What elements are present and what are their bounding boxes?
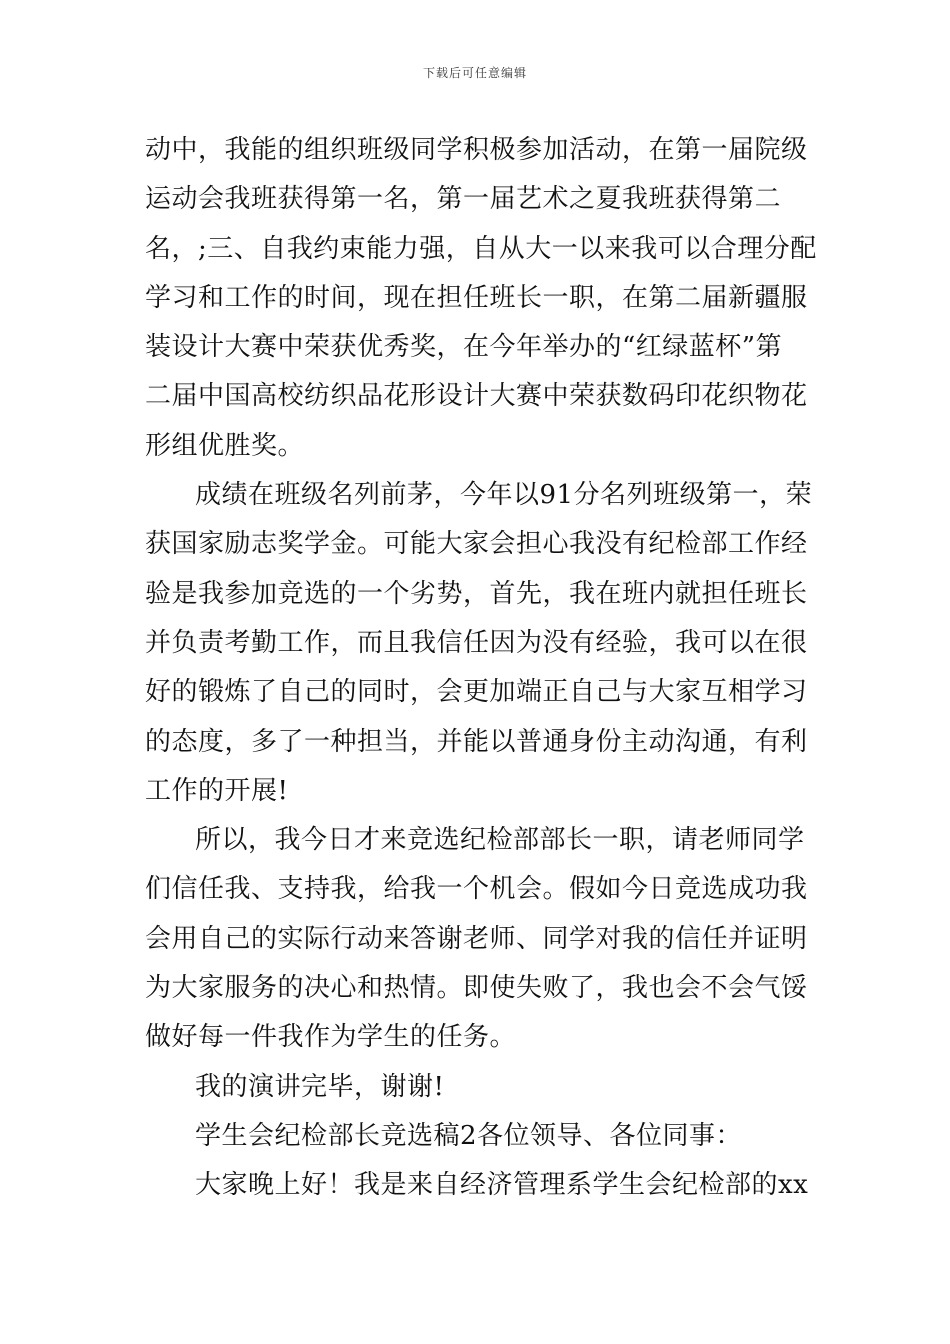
text-line: 验是我参加竞选的一个劣势，首先，我在班内就担任班长 — [145, 578, 808, 609]
text-line: 二届中国高校纺织品花形设计大赛中荣获数码印花织物花 — [145, 381, 808, 412]
text-line: 们信任我、支持我，给我一个机会。假如今日竞选成功我 — [145, 874, 808, 905]
paragraph-start-line: 所以，我今日才来竞选纪检部部长一职，请老师同学 — [195, 825, 805, 856]
page-header: 下载后可任意编辑 — [422, 66, 527, 80]
text-line: 运动会我班获得第一名，第一届艺术之夏我班获得第二 — [145, 184, 782, 215]
text-line: 学习和工作的时间，现在担任班长一职，在第二届新疆服 — [145, 282, 808, 313]
text-line: 获国家励志奖学金。可能大家会担心我没有纪检部工作经 — [145, 529, 808, 560]
document-body — [145, 126, 817, 1211]
text-line: 动中，我能的组织班级同学积极参加活动，在第一届院级 — [145, 135, 808, 165]
paragraph-start-line: 成绩在班级名列前茅，今年以91分名列班级第一，荣 — [195, 480, 813, 511]
paragraph-start-line: 大家晚上好！我是来自经济管理系学生会纪检部的xx — [195, 1170, 809, 1201]
text-line: 为大家服务的决心和热情。即使失败了，我也会不会气馁 — [145, 973, 808, 1004]
paragraph-start-line: 学生会纪检部长竞选稿2各位领导、各位同事： — [195, 1120, 743, 1151]
text-line: 的态度，多了一种担当，并能以普通身份主动沟通，有利 — [145, 726, 808, 757]
text-line: 好的锻炼了自己的同时，会更加端正自己与大家互相学习 — [145, 677, 808, 708]
text-line: 形组优胜奖。 — [145, 430, 305, 461]
text-line: 并负责考勤工作，而且我信任因为没有经验，我可以在很 — [145, 627, 808, 658]
paragraph-start-line: 我的演讲完毕，谢谢! — [195, 1071, 445, 1102]
text-line: 会用自己的实际行动来答谢老师、同学对我的信任并证明 — [145, 923, 808, 954]
text-line: 名，;三、自我约束能力强，自从大一以来我可以合理分配 — [145, 233, 817, 264]
text-line: 装设计大赛中荣获优秀奖，在今年举办的“红绿蓝杯”第 — [145, 332, 783, 363]
text-line: 工作的开展! — [145, 775, 289, 806]
text-line: 做好每一件我作为学生的任务。 — [145, 1022, 517, 1053]
